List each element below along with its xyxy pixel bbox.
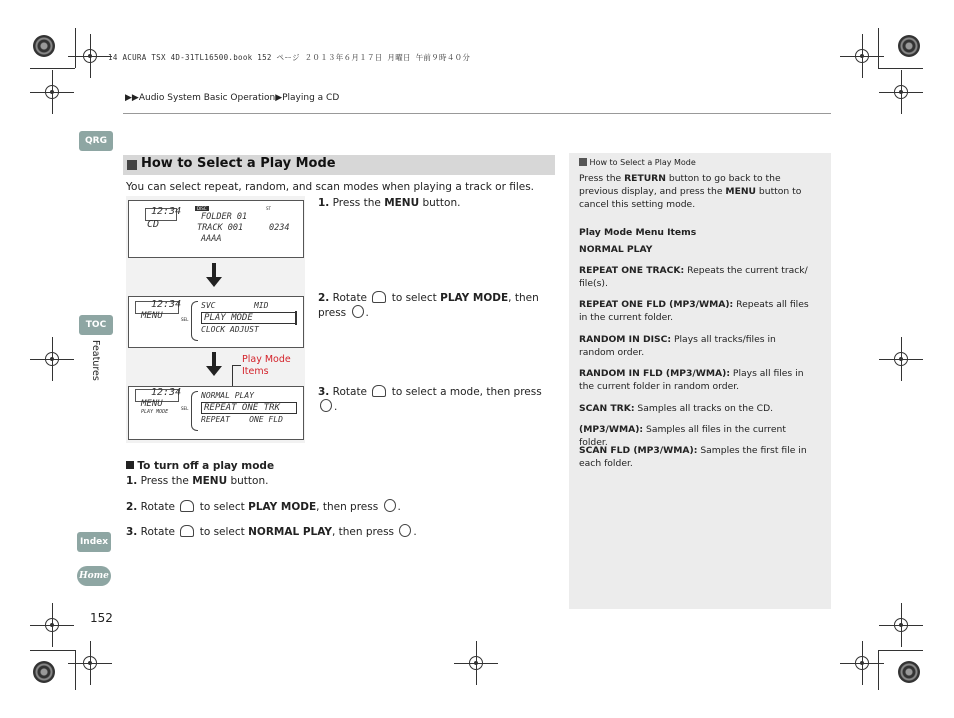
step-2: 2. Rotate to select PLAY MODE, then press . <box>318 292 539 319</box>
header-rule <box>123 113 831 114</box>
crop-line <box>878 28 879 68</box>
step-1: 1. Press the MENU button. <box>318 197 461 209</box>
qrg-tab[interactable]: QRG <box>79 131 113 151</box>
down-arrow-head <box>206 277 222 287</box>
breadcrumb-link-1[interactable]: Audio System Basic Operation <box>138 93 276 103</box>
lcd-display-menu <box>128 296 304 348</box>
lcd-line-selected: PLAY MODE <box>201 312 297 324</box>
lcd-display-play-mode <box>128 386 304 440</box>
lcd-line-3: REPEAT ONE FLD <box>201 415 283 424</box>
crop-line <box>878 68 923 69</box>
bracket-icon <box>191 301 198 341</box>
square-bullet-icon <box>127 160 137 170</box>
breadcrumb-link-2[interactable]: Playing a CD <box>282 93 340 103</box>
down-arrow-icon <box>212 263 216 277</box>
lcd-clock: 12:34 <box>151 299 182 310</box>
sidebar-ref: How to Select a Play Mode <box>579 156 811 169</box>
breadcrumb-arrow-icon: ▶ <box>275 93 283 103</box>
section-title: How to Select a Play Mode <box>141 156 336 171</box>
crop-line <box>30 68 75 69</box>
sidebar-item: RANDOM IN FLD (MP3/WMA): Plays all files in the current folder in random order. <box>579 368 804 392</box>
lcd-clock: 12:34 <box>151 387 182 398</box>
crop-line <box>30 650 75 651</box>
registration-ball-tr <box>898 35 920 57</box>
crop-line <box>878 650 923 651</box>
scroll-bar <box>295 311 297 325</box>
turn-off-step-1: 1. Press the MENU button. <box>126 475 269 487</box>
crop-line <box>878 650 879 690</box>
selector-knob-icon <box>180 500 194 512</box>
turn-off-step-2: 2. Rotate to select PLAY MODE, then press . <box>126 501 401 513</box>
sidebar-item: RANDOM IN DISC: Plays all tracks/files in random order. <box>579 334 776 358</box>
sidebar-item: SCAN TRK: Samples all tracks on the CD. <box>579 403 774 414</box>
turn-off-heading: To turn off a play mode <box>126 459 274 473</box>
toc-tab[interactable]: TOC <box>79 315 113 335</box>
lcd-source: CD <box>147 219 160 230</box>
crop-line <box>75 28 76 68</box>
press-knob-icon <box>384 499 396 512</box>
selector-knob-icon <box>372 291 386 303</box>
callout-label: Play Mode Items <box>242 354 291 377</box>
down-arrow-head <box>206 366 222 376</box>
index-tab[interactable]: Index <box>77 532 111 552</box>
sidebar-item: (MP3/WMA): Samples all files in the current folder. <box>579 424 786 448</box>
breadcrumb <box>125 93 339 103</box>
select-knob-icon: SEL <box>181 317 189 322</box>
sidebar-note: Press the RETURN button to go back to the previous display, and press the MENU button to cancel this setting mode. <box>579 173 802 210</box>
lcd-menu-label: MENU <box>141 399 163 409</box>
lcd-submenu-label: PLAY MODE <box>141 409 169 415</box>
crop-line <box>75 650 76 690</box>
registration-ball-br <box>898 661 920 683</box>
sidebar-menu-title: Play Mode Menu Items <box>579 227 697 238</box>
lcd-line-track: TRACK 001 <box>197 223 244 233</box>
print-info: 14 ACURA TSX 4D-31TL16500.book 152 ページ ２０１３年６月１７日 月曜日 午前９時４０分 <box>108 53 471 62</box>
lcd-line-selected: REPEAT ONE TRK <box>201 402 297 414</box>
features-section-label: Features <box>90 340 101 381</box>
breadcrumb-arrow-icon: ▶▶ <box>125 93 139 103</box>
sidebar-item: SCAN FLD (MP3/WMA): Samples the first file in each folder. <box>579 445 807 469</box>
lcd-menu-label: MENU <box>141 311 163 321</box>
lcd-line-1: NORMAL PLAY <box>201 391 254 400</box>
page-number: 152 <box>90 611 113 625</box>
home-tab[interactable] <box>77 566 111 586</box>
down-arrow-icon <box>212 352 216 366</box>
home-label: Home <box>79 571 109 581</box>
square-bullet-icon <box>126 461 134 469</box>
select-knob-icon: SEL <box>181 406 189 411</box>
lcd-line-title: AAAA <box>201 234 222 244</box>
stereo-badge: ST <box>266 206 271 211</box>
press-knob-icon <box>352 305 364 318</box>
section-intro: You can select repeat, random, and scan modes when playing a track or files. <box>126 181 535 193</box>
press-knob-icon <box>320 399 332 412</box>
sidebar-item: NORMAL PLAY <box>579 244 653 255</box>
bracket-icon <box>191 391 198 431</box>
sidebar-item: REPEAT ONE TRACK: Repeats the current track/ file(s). <box>579 265 808 289</box>
registration-ball-bl <box>33 661 55 683</box>
selector-knob-icon <box>180 525 194 537</box>
press-knob-icon <box>399 524 411 537</box>
section-header <box>123 155 555 175</box>
callout-leader <box>232 365 241 366</box>
reference-icon <box>579 158 587 166</box>
disc-badge: DISC <box>197 206 207 211</box>
lcd-clock: 12:34 <box>151 206 182 217</box>
lcd-line-time: 0234 <box>269 223 290 233</box>
turn-off-step-3: 3. Rotate to select NORMAL PLAY, then press . <box>126 526 417 538</box>
sidebar-notes <box>569 153 831 609</box>
lcd-line-folder: FOLDER 01 <box>201 212 248 222</box>
lcd-line-3: CLOCK ADJUST <box>201 325 259 334</box>
lcd-line-1: SVC MID <box>201 301 269 310</box>
selector-knob-icon <box>372 385 386 397</box>
step-3: 3. Rotate to select a mode, then press . <box>318 386 542 413</box>
registration-ball-tl <box>33 35 55 57</box>
sidebar-item: REPEAT ONE FLD (MP3/WMA): Repeats all files in the current folder. <box>579 299 809 323</box>
